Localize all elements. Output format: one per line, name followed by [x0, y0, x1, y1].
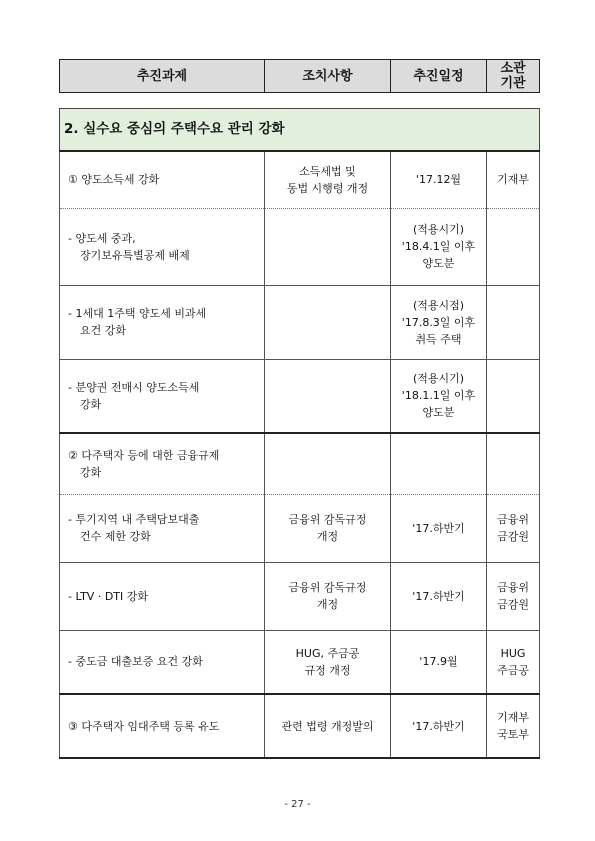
task-cell [60, 630, 265, 694]
agency-cell [487, 562, 540, 630]
task-line: 강화 [80, 397, 102, 411]
task-line: 건수 제한 강화 [80, 530, 151, 543]
action-cell [265, 562, 391, 630]
action-line: 동법 시행령 개정 [286, 181, 369, 195]
action-cell [265, 630, 391, 694]
agency-cell [487, 630, 540, 694]
schedule-line: '18.4.1일 이후 [401, 240, 476, 253]
table-row [60, 494, 540, 562]
table-row [60, 433, 540, 494]
schedule-line: '17.12월 [415, 173, 462, 187]
schedule-cell [391, 630, 487, 694]
task-cell [60, 359, 265, 433]
agency-cell [487, 433, 540, 494]
schedule-line: (적용시기) [412, 372, 465, 386]
task-line: - 투기지역 내 주택담보대출 [68, 513, 200, 526]
header-task: 추진과제 [60, 60, 265, 93]
schedule-cell [391, 562, 487, 630]
action-cell [265, 494, 391, 562]
task-line: - 양도세 중과, [68, 231, 136, 245]
header-agency-line: 기관 [500, 76, 526, 91]
task-cell [60, 433, 265, 494]
task-line: - LTV · DTI 강화 [68, 589, 148, 603]
agency-line: 주금공 [497, 663, 529, 677]
task-cell [60, 694, 265, 758]
schedule-line: 양도분 [422, 257, 455, 270]
action-line: 소득세법 및 [299, 164, 356, 178]
schedule-line: 취득 주택 [415, 332, 462, 346]
task-line: 요건 강화 [80, 324, 127, 337]
schedule-cell [391, 433, 487, 494]
action-line: 개정 [316, 530, 339, 543]
schedule-line: '17.하반기 [412, 589, 465, 603]
task-line: 장기보유특별공제 배제 [80, 248, 190, 262]
task-cell [60, 285, 265, 359]
schedule-line: '17.하반기 [412, 719, 465, 733]
agency-line: 기재부 [497, 173, 529, 187]
agency-line: 국토부 [497, 728, 529, 741]
task-line: - 분양권 전매시 양도소득세 [68, 380, 200, 394]
action-line: 금융위 감독규정 [288, 513, 367, 526]
agency-line: 금융위 [497, 513, 529, 526]
table-row [60, 208, 540, 285]
action-line: HUG, 주금공 [295, 646, 360, 660]
action-cell [265, 151, 391, 208]
action-line: 규정 개정 [304, 663, 351, 677]
agency-line: 금감원 [497, 530, 529, 543]
schedule-cell [391, 208, 487, 285]
table-row [60, 359, 540, 433]
agency-cell [487, 359, 540, 433]
task-cell [60, 562, 265, 630]
action-cell [265, 208, 391, 285]
section-title: 2. 실수요 중심의 주택수요 관리 강화 [60, 109, 540, 152]
schedule-cell [391, 359, 487, 433]
agency-line: HUG [500, 646, 526, 660]
header-agency-line: 소관 [500, 61, 526, 76]
agency-cell [487, 494, 540, 562]
action-line: 관련 법령 개정발의 [281, 719, 374, 733]
schedule-cell [391, 151, 487, 208]
task-cell [60, 151, 265, 208]
page-number: - 27 - [284, 799, 311, 810]
action-cell [265, 285, 391, 359]
action-cell [265, 359, 391, 433]
task-line: - 1세대 1주택 양도세 비과세 [68, 307, 207, 320]
schedule-cell [391, 285, 487, 359]
header-agency [487, 60, 540, 93]
table-row [60, 694, 540, 758]
task-line: ③ 다주택자 임대주택 등록 유도 [68, 719, 220, 733]
schedule-line: (적용시기) [412, 223, 465, 236]
task-line: ② 다주택자 등에 대한 금융규제 [68, 448, 220, 462]
action-line: 금융위 감독규정 [288, 581, 367, 594]
task-cell [60, 494, 265, 562]
agency-cell [487, 694, 540, 758]
action-cell [265, 694, 391, 758]
agency-cell [487, 208, 540, 285]
action-cell [265, 433, 391, 494]
header-action: 조치사항 [265, 60, 391, 93]
schedule-cell [391, 494, 487, 562]
task-cell [60, 208, 265, 285]
agency-line: 금융위 [497, 581, 529, 594]
task-line: 강화 [80, 465, 102, 479]
header-table [59, 59, 540, 93]
agency-line: 기재부 [497, 711, 529, 724]
agency-cell [487, 285, 540, 359]
header-schedule: 추진일정 [391, 60, 487, 93]
action-line: 개정 [316, 598, 339, 611]
schedule-line: '17.하반기 [412, 521, 465, 535]
agency-line: 금감원 [497, 598, 529, 611]
schedule-line: 양도분 [422, 406, 455, 420]
task-line: ① 양도소득세 강화 [68, 173, 160, 187]
schedule-line: '17.9월 [419, 655, 458, 669]
main-table [59, 108, 540, 759]
schedule-line: '17.8.3일 이후 [401, 315, 476, 329]
table-row [60, 285, 540, 359]
table-row [60, 151, 540, 208]
table-row [60, 562, 540, 630]
table-row [60, 630, 540, 694]
agency-cell [487, 151, 540, 208]
schedule-cell [391, 694, 487, 758]
schedule-line: (적용시점) [412, 298, 465, 312]
section-row [60, 109, 540, 152]
task-line: - 중도금 대출보증 요건 강화 [68, 655, 203, 669]
schedule-line: '18.1.1일 이후 [401, 389, 476, 403]
